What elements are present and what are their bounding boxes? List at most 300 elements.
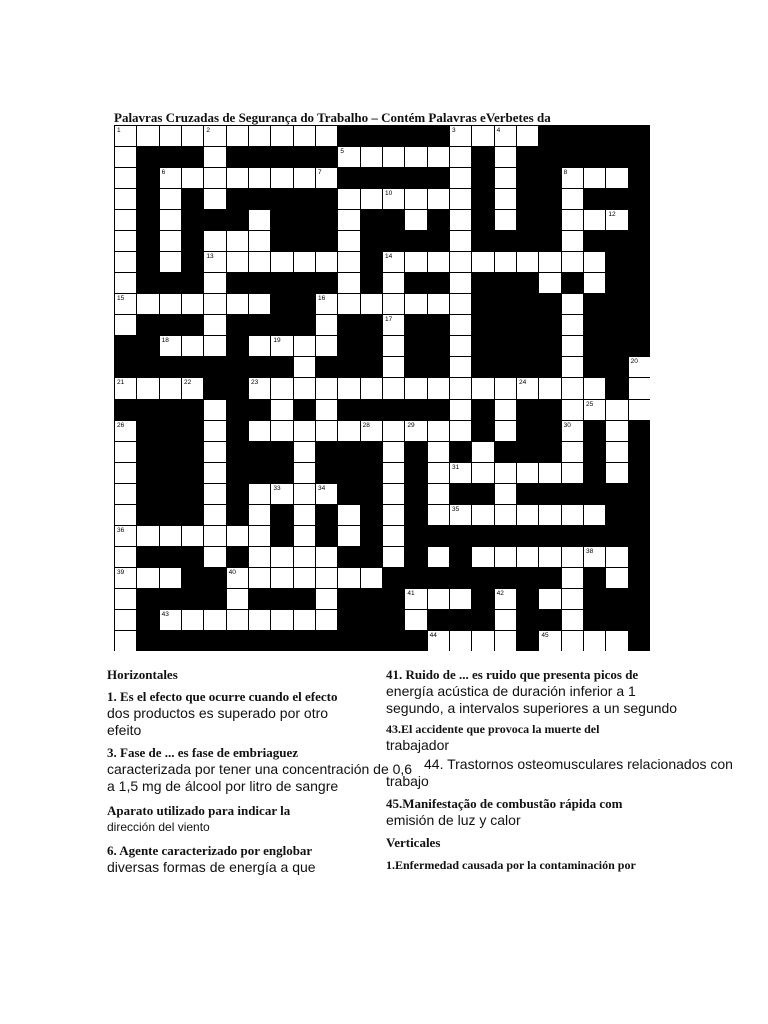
grid-cell[interactable]: [271, 168, 292, 188]
grid-cell[interactable]: [137, 526, 158, 546]
grid-cell[interactable]: [271, 336, 292, 356]
grid-cell[interactable]: [517, 463, 538, 483]
grid-cell[interactable]: [606, 463, 627, 483]
grid-cell[interactable]: [182, 336, 203, 356]
grid-cell[interactable]: [271, 126, 292, 146]
grid-cell[interactable]: [316, 589, 337, 609]
grid-cell[interactable]: [338, 252, 359, 272]
grid-cell[interactable]: [472, 378, 493, 398]
grid-cell[interactable]: [160, 126, 181, 146]
grid-cell[interactable]: [383, 189, 404, 209]
grid-cell[interactable]: [472, 252, 493, 272]
grid-cell[interactable]: [405, 252, 426, 272]
grid-cell[interactable]: [160, 294, 181, 314]
grid-cell[interactable]: [182, 610, 203, 630]
grid-cell[interactable]: [204, 400, 225, 420]
grid-cell[interactable]: [495, 463, 516, 483]
grid-cell[interactable]: [115, 442, 136, 462]
grid-cell[interactable]: [227, 294, 248, 314]
grid-cell[interactable]: [316, 126, 337, 146]
grid-cell[interactable]: [539, 463, 560, 483]
grid-cell[interactable]: [450, 336, 471, 356]
grid-cell[interactable]: [137, 378, 158, 398]
grid-cell[interactable]: [562, 336, 583, 356]
grid-cell[interactable]: [450, 505, 471, 525]
grid-cell[interactable]: [316, 294, 337, 314]
grid-cell[interactable]: [450, 400, 471, 420]
grid-cell[interactable]: [249, 294, 270, 314]
grid-cell[interactable]: [517, 126, 538, 146]
grid-cell[interactable]: [115, 147, 136, 167]
grid-cell[interactable]: [204, 126, 225, 146]
grid-cell[interactable]: [472, 463, 493, 483]
clue-number: 38: [586, 547, 594, 555]
grid-cell[interactable]: [383, 421, 404, 441]
grid-cell[interactable]: [338, 526, 359, 546]
clue-number: 12: [608, 211, 616, 219]
grid-cell[interactable]: [227, 126, 248, 146]
grid-cell[interactable]: [182, 126, 203, 146]
grid-cell[interactable]: [182, 526, 203, 546]
grid-cell[interactable]: [562, 568, 583, 588]
grid-cell[interactable]: [249, 168, 270, 188]
clue-number: 41: [407, 589, 415, 597]
grid-cell[interactable]: [495, 210, 516, 230]
grid-cell[interactable]: [115, 315, 136, 335]
grid-cell[interactable]: [160, 231, 181, 251]
grid-cell[interactable]: [562, 505, 583, 525]
grid-cell[interactable]: [204, 610, 225, 630]
grid-cell[interactable]: [316, 252, 337, 272]
grid-cell[interactable]: [606, 568, 627, 588]
grid-cell[interactable]: [405, 610, 426, 630]
grid-cell[interactable]: [405, 189, 426, 209]
grid-cell[interactable]: [361, 378, 382, 398]
grid-cell[interactable]: [629, 378, 650, 398]
grid-cell[interactable]: [316, 547, 337, 567]
grid-cell[interactable]: [115, 252, 136, 272]
grid-cell[interactable]: [115, 505, 136, 525]
grid-cell[interactable]: [115, 231, 136, 251]
grid-cell[interactable]: [316, 421, 337, 441]
clue-number: 22: [184, 379, 192, 387]
grid-cell[interactable]: [160, 336, 181, 356]
grid-cell[interactable]: [294, 547, 315, 567]
grid-cell[interactable]: [115, 463, 136, 483]
grid-cell[interactable]: [539, 378, 560, 398]
grid-cell[interactable]: [115, 189, 136, 209]
grid-cell[interactable]: [383, 442, 404, 462]
grid-cell[interactable]: [160, 168, 181, 188]
grid-cell[interactable]: [316, 378, 337, 398]
grid-cell[interactable]: [204, 189, 225, 209]
grid-cell[interactable]: [249, 210, 270, 230]
grid-cell[interactable]: [472, 547, 493, 567]
grid-cell[interactable]: [606, 400, 627, 420]
grid-cell[interactable]: [629, 357, 650, 377]
grid-cell[interactable]: [160, 189, 181, 209]
grid-cell[interactable]: [316, 336, 337, 356]
grid-cell[interactable]: [562, 168, 583, 188]
grid-cell[interactable]: [562, 210, 583, 230]
grid-cell[interactable]: [249, 378, 270, 398]
grid-cell[interactable]: [361, 294, 382, 314]
grid-cell[interactable]: [517, 252, 538, 272]
grid-cell[interactable]: [405, 421, 426, 441]
grid-cell[interactable]: [562, 315, 583, 335]
grid-cell[interactable]: [227, 610, 248, 630]
grid-cell[interactable]: [428, 631, 449, 651]
grid-cell[interactable]: [338, 210, 359, 230]
grid-cell[interactable]: [115, 273, 136, 293]
grid-cell[interactable]: [606, 547, 627, 567]
grid-cell[interactable]: [338, 421, 359, 441]
grid-cell[interactable]: [562, 400, 583, 420]
grid-cell[interactable]: [584, 252, 605, 272]
grid-cell[interactable]: [115, 421, 136, 441]
grid-cell[interactable]: [227, 568, 248, 588]
grid-cell[interactable]: [405, 147, 426, 167]
grid-cell[interactable]: [115, 547, 136, 567]
clue-1-down: 1.Enfermedad causada por la contaminación por: [386, 858, 636, 872]
grid-cell[interactable]: [472, 631, 493, 651]
grid-cell[interactable]: [294, 378, 315, 398]
grid-cell[interactable]: [450, 273, 471, 293]
grid-cell[interactable]: [271, 568, 292, 588]
grid-cell[interactable]: [271, 378, 292, 398]
grid-cell[interactable]: [450, 231, 471, 251]
grid-cell[interactable]: [115, 484, 136, 504]
clue-number: 39: [117, 568, 125, 576]
clue-number: 40: [228, 568, 236, 576]
grid-cell[interactable]: [383, 273, 404, 293]
grid-cell[interactable]: [160, 378, 181, 398]
grid-cell[interactable]: [539, 505, 560, 525]
grid-cell[interactable]: [383, 357, 404, 377]
grid-cell[interactable]: [338, 273, 359, 293]
grid-cell[interactable]: [383, 547, 404, 567]
grid-cell[interactable]: [160, 610, 181, 630]
grid-cell[interactable]: [204, 463, 225, 483]
grid-cell[interactable]: [584, 400, 605, 420]
grid-cell[interactable]: [294, 252, 315, 272]
grid-cell[interactable]: [249, 231, 270, 251]
grid-cell[interactable]: [472, 126, 493, 146]
grid-cell[interactable]: [137, 294, 158, 314]
grid-cell[interactable]: [606, 421, 627, 441]
grid-cell[interactable]: [495, 252, 516, 272]
grid-cell[interactable]: [584, 210, 605, 230]
grid-cell[interactable]: [450, 463, 471, 483]
grid-cell[interactable]: [115, 589, 136, 609]
grid-cell[interactable]: [294, 421, 315, 441]
grid-cell[interactable]: [204, 442, 225, 462]
grid-cell[interactable]: [294, 168, 315, 188]
grid-cell[interactable]: [316, 568, 337, 588]
grid-cell[interactable]: [495, 631, 516, 651]
grid-cell[interactable]: [361, 421, 382, 441]
grid-cell[interactable]: [204, 252, 225, 272]
grid-cell[interactable]: [160, 568, 181, 588]
grid-cell[interactable]: [204, 231, 225, 251]
grid-cell[interactable]: [383, 463, 404, 483]
grid-cell[interactable]: [271, 610, 292, 630]
grid-cell[interactable]: [338, 189, 359, 209]
grid-cell[interactable]: [338, 505, 359, 525]
grid-cell[interactable]: [517, 505, 538, 525]
grid-cell[interactable]: [450, 589, 471, 609]
grid-cell[interactable]: [249, 568, 270, 588]
grid-cell[interactable]: [227, 168, 248, 188]
grid-cell[interactable]: [606, 168, 627, 188]
grid-cell[interactable]: [115, 378, 136, 398]
grid-cell[interactable]: [115, 168, 136, 188]
grid-cell[interactable]: [316, 315, 337, 335]
grid-cell[interactable]: [383, 526, 404, 546]
grid-cell[interactable]: [249, 547, 270, 567]
grid-cell[interactable]: [428, 463, 449, 483]
grid-cell[interactable]: [249, 126, 270, 146]
grid-cell[interactable]: [182, 168, 203, 188]
grid-cell[interactable]: [338, 147, 359, 167]
grid-cell[interactable]: [271, 547, 292, 567]
grid-cell[interactable]: [584, 168, 605, 188]
grid-cell[interactable]: [450, 168, 471, 188]
grid-cell[interactable]: [338, 294, 359, 314]
grid-cell[interactable]: [249, 610, 270, 630]
grid-cell[interactable]: [361, 147, 382, 167]
grid-cell[interactable]: [271, 484, 292, 504]
grid-cell[interactable]: [160, 210, 181, 230]
grid-cell[interactable]: [338, 378, 359, 398]
grid-cell[interactable]: [450, 210, 471, 230]
grid-cell[interactable]: [495, 589, 516, 609]
grid-cell[interactable]: [495, 147, 516, 167]
grid-cell[interactable]: [450, 147, 471, 167]
grid-cell[interactable]: [294, 126, 315, 146]
grid-cell[interactable]: [562, 294, 583, 314]
clue-number: 25: [586, 400, 594, 408]
grid-cell[interactable]: [115, 568, 136, 588]
grid-cell[interactable]: [450, 357, 471, 377]
grid-cell[interactable]: [539, 589, 560, 609]
grid-cell[interactable]: [428, 547, 449, 567]
grid-cell[interactable]: [204, 484, 225, 504]
grid-cell[interactable]: [584, 505, 605, 525]
grid-cell[interactable]: [294, 357, 315, 377]
grid-cell[interactable]: [227, 526, 248, 546]
grid-cell[interactable]: [450, 294, 471, 314]
grid-cell[interactable]: [137, 126, 158, 146]
grid-cell[interactable]: [160, 526, 181, 546]
clue-6-across-line: diversas formas de energía a que: [107, 859, 316, 875]
grid-cell[interactable]: [562, 421, 583, 441]
grid-cell[interactable]: [361, 189, 382, 209]
grid-cell[interactable]: [294, 484, 315, 504]
grid-cell[interactable]: [606, 631, 627, 651]
grid-cell[interactable]: [495, 400, 516, 420]
grid-cell[interactable]: [338, 231, 359, 251]
grid-cell[interactable]: [517, 547, 538, 567]
grid-cell[interactable]: [562, 631, 583, 651]
grid-cell[interactable]: [249, 252, 270, 272]
grid-cell[interactable]: [383, 378, 404, 398]
grid-cell[interactable]: [249, 526, 270, 546]
grid-cell[interactable]: [495, 168, 516, 188]
grid-cell[interactable]: [428, 505, 449, 525]
grid-cell[interactable]: [405, 210, 426, 230]
grid-cell[interactable]: [383, 484, 404, 504]
grid-cell[interactable]: [539, 273, 560, 293]
grid-cell[interactable]: [629, 400, 650, 420]
grid-cell[interactable]: [182, 378, 203, 398]
grid-cell[interactable]: [115, 610, 136, 630]
clue-number: 24: [519, 379, 527, 387]
grid-cell[interactable]: [204, 336, 225, 356]
grid-cell[interactable]: [584, 378, 605, 398]
grid-cell[interactable]: [249, 505, 270, 525]
grid-cell[interactable]: [472, 442, 493, 462]
clue-number: 13: [206, 253, 214, 261]
grid-cell[interactable]: [182, 294, 203, 314]
grid-cell[interactable]: [271, 400, 292, 420]
clue-number: 15: [117, 295, 125, 303]
grid-cell[interactable]: [249, 421, 270, 441]
grid-cell[interactable]: [294, 336, 315, 356]
grid-cell[interactable]: [204, 421, 225, 441]
grid-cell[interactable]: [428, 421, 449, 441]
grid-cell[interactable]: [428, 189, 449, 209]
grid-cell[interactable]: [227, 589, 248, 609]
grid-cell[interactable]: [495, 484, 516, 504]
grid-cell[interactable]: [472, 505, 493, 525]
grid-cell[interactable]: [294, 442, 315, 462]
grid-cell[interactable]: [204, 273, 225, 293]
grid-cell[interactable]: [495, 505, 516, 525]
grid-cell[interactable]: [562, 357, 583, 377]
crossword-grid: [114, 125, 650, 651]
grid-cell[interactable]: [383, 294, 404, 314]
grid-cell[interactable]: [115, 126, 136, 146]
grid-cell[interactable]: [249, 484, 270, 504]
grid-cell[interactable]: [137, 568, 158, 588]
grid-cell[interactable]: [562, 189, 583, 209]
grid-cell[interactable]: [204, 294, 225, 314]
grid-cell[interactable]: [115, 631, 136, 651]
grid-cell[interactable]: [361, 568, 382, 588]
grid-cell[interactable]: [450, 315, 471, 335]
grid-cell[interactable]: [428, 484, 449, 504]
grid-cell[interactable]: [495, 421, 516, 441]
grid-cell[interactable]: [115, 210, 136, 230]
grid-cell[interactable]: [271, 421, 292, 441]
grid-cell[interactable]: [495, 378, 516, 398]
grid-cell[interactable]: [539, 631, 560, 651]
grid-cell[interactable]: [316, 400, 337, 420]
grid-cell[interactable]: [450, 421, 471, 441]
grid-cell[interactable]: [495, 547, 516, 567]
grid-cell[interactable]: [383, 336, 404, 356]
grid-cell[interactable]: [562, 252, 583, 272]
grid-cell[interactable]: [428, 442, 449, 462]
grid-cell[interactable]: [606, 210, 627, 230]
grid-cell[interactable]: [450, 189, 471, 209]
grid-cell[interactable]: [562, 610, 583, 630]
grid-cell[interactable]: [428, 589, 449, 609]
grid-cell[interactable]: [294, 463, 315, 483]
grid-cell[interactable]: [316, 484, 337, 504]
grid-cell[interactable]: [450, 252, 471, 272]
grid-cell[interactable]: [405, 294, 426, 314]
grid-cell[interactable]: [450, 126, 471, 146]
grid-cell[interactable]: [383, 315, 404, 335]
grid-cell[interactable]: [584, 273, 605, 293]
grid-cell[interactable]: [383, 505, 404, 525]
grid-cell[interactable]: [383, 147, 404, 167]
grid-cell[interactable]: [249, 336, 270, 356]
grid-cell[interactable]: [204, 547, 225, 567]
clue-number: 16: [318, 295, 326, 303]
grid-cell[interactable]: [383, 252, 404, 272]
grid-cell[interactable]: [160, 252, 181, 272]
clue-number: 42: [496, 589, 504, 597]
grid-cell[interactable]: [115, 526, 136, 546]
grid-cell[interactable]: [562, 589, 583, 609]
grid-cell[interactable]: [204, 315, 225, 335]
grid-cell[interactable]: [204, 168, 225, 188]
grid-cell[interactable]: [271, 252, 292, 272]
grid-cell[interactable]: [495, 126, 516, 146]
grid-cell[interactable]: [405, 589, 426, 609]
grid-cell[interactable]: [562, 378, 583, 398]
grid-cell[interactable]: [539, 252, 560, 272]
grid-cell[interactable]: [428, 294, 449, 314]
grid-cell[interactable]: [495, 610, 516, 630]
grid-cell[interactable]: [294, 526, 315, 546]
clue-44-across-line: trabajo: [386, 773, 429, 789]
grid-cell[interactable]: [562, 463, 583, 483]
grid-cell[interactable]: [227, 252, 248, 272]
grid-cell[interactable]: [294, 505, 315, 525]
grid-cell[interactable]: [204, 526, 225, 546]
grid-cell[interactable]: [428, 147, 449, 167]
grid-cell[interactable]: [562, 442, 583, 462]
grid-cell[interactable]: [428, 252, 449, 272]
grid-cell[interactable]: [584, 631, 605, 651]
grid-cell[interactable]: [450, 378, 471, 398]
grid-cell[interactable]: [562, 231, 583, 251]
grid-cell[interactable]: [294, 568, 315, 588]
grid-cell[interactable]: [227, 231, 248, 251]
grid-cell[interactable]: [450, 631, 471, 651]
grid-cell[interactable]: [316, 168, 337, 188]
grid-cell[interactable]: [495, 189, 516, 209]
grid-cell[interactable]: [115, 294, 136, 314]
horizontales-heading: Horizontales: [107, 667, 178, 682]
grid-cell[interactable]: [584, 547, 605, 567]
grid-cell[interactable]: [562, 547, 583, 567]
grid-cell[interactable]: [405, 378, 426, 398]
grid-cell[interactable]: [338, 568, 359, 588]
grid-cell[interactable]: [204, 147, 225, 167]
grid-cell[interactable]: [294, 610, 315, 630]
grid-cell[interactable]: [606, 442, 627, 462]
grid-cell[interactable]: [428, 378, 449, 398]
grid-cell[interactable]: [316, 610, 337, 630]
grid-cell[interactable]: [539, 547, 560, 567]
grid-cell[interactable]: [517, 378, 538, 398]
grid-cell[interactable]: [204, 505, 225, 525]
